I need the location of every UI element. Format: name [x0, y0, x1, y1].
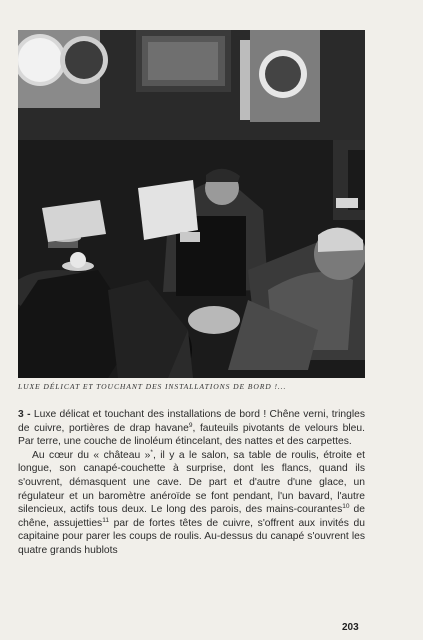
- page-number: 203: [342, 622, 359, 633]
- paragraph-1: [18, 408, 365, 449]
- footnote-ref-9: 9: [188, 421, 193, 429]
- footnote-ref-asterisk: *: [150, 448, 153, 456]
- paragraph-1-text-b: , fauteuils pivotants de velours bleu. Par terre, une couche de linoléum étincelant, des nattes et des carpettes.: [18, 422, 365, 448]
- footnote-ref-10: 10: [342, 503, 350, 511]
- paragraph-1-text-a: Luxe délicat et touchant des installations de bord ! Chêne verni, tringles de cuivre, portières de drap havane: [18, 409, 365, 434]
- photo-caption: LUXE DÉLICAT ET TOUCHANT DES INSTALLATIONS DE BORD !...: [18, 382, 287, 391]
- paragraph-2-text-d: par de fortes têtes de cuivre, s'offrent aux invités du capitaine pour parer les coups de roulis. Au-dessus du canapé s'ouvrent les quatre grands hublots: [18, 517, 365, 556]
- paragraph-2: [18, 449, 365, 558]
- paragraph-2-text-a: Au cœur du « château »: [32, 449, 151, 461]
- salon-photo-illustration: [18, 30, 365, 378]
- photograph-ship-salon: [18, 30, 365, 378]
- paragraph-number: 3 -: [18, 409, 31, 420]
- paragraph-2-text-b: , il y a le salon, sa table de roulis, étroite et longue, son canapé-couchette à surprise, dont les flancs, quand ils s'ouvrent, démasquent une cave. De part et d'autre d'une glace, un régulateur et un baromètre anéroïde se font pendant, l'un bavard, l'autre silencieux, actifs tous deux. Le long des parois, des mains-courantes: [18, 449, 365, 516]
- footnote-ref-11: 11: [102, 516, 109, 524]
- body-text: [18, 408, 365, 558]
- paragraph-2-text-c: de chêne, assujetties: [18, 504, 365, 529]
